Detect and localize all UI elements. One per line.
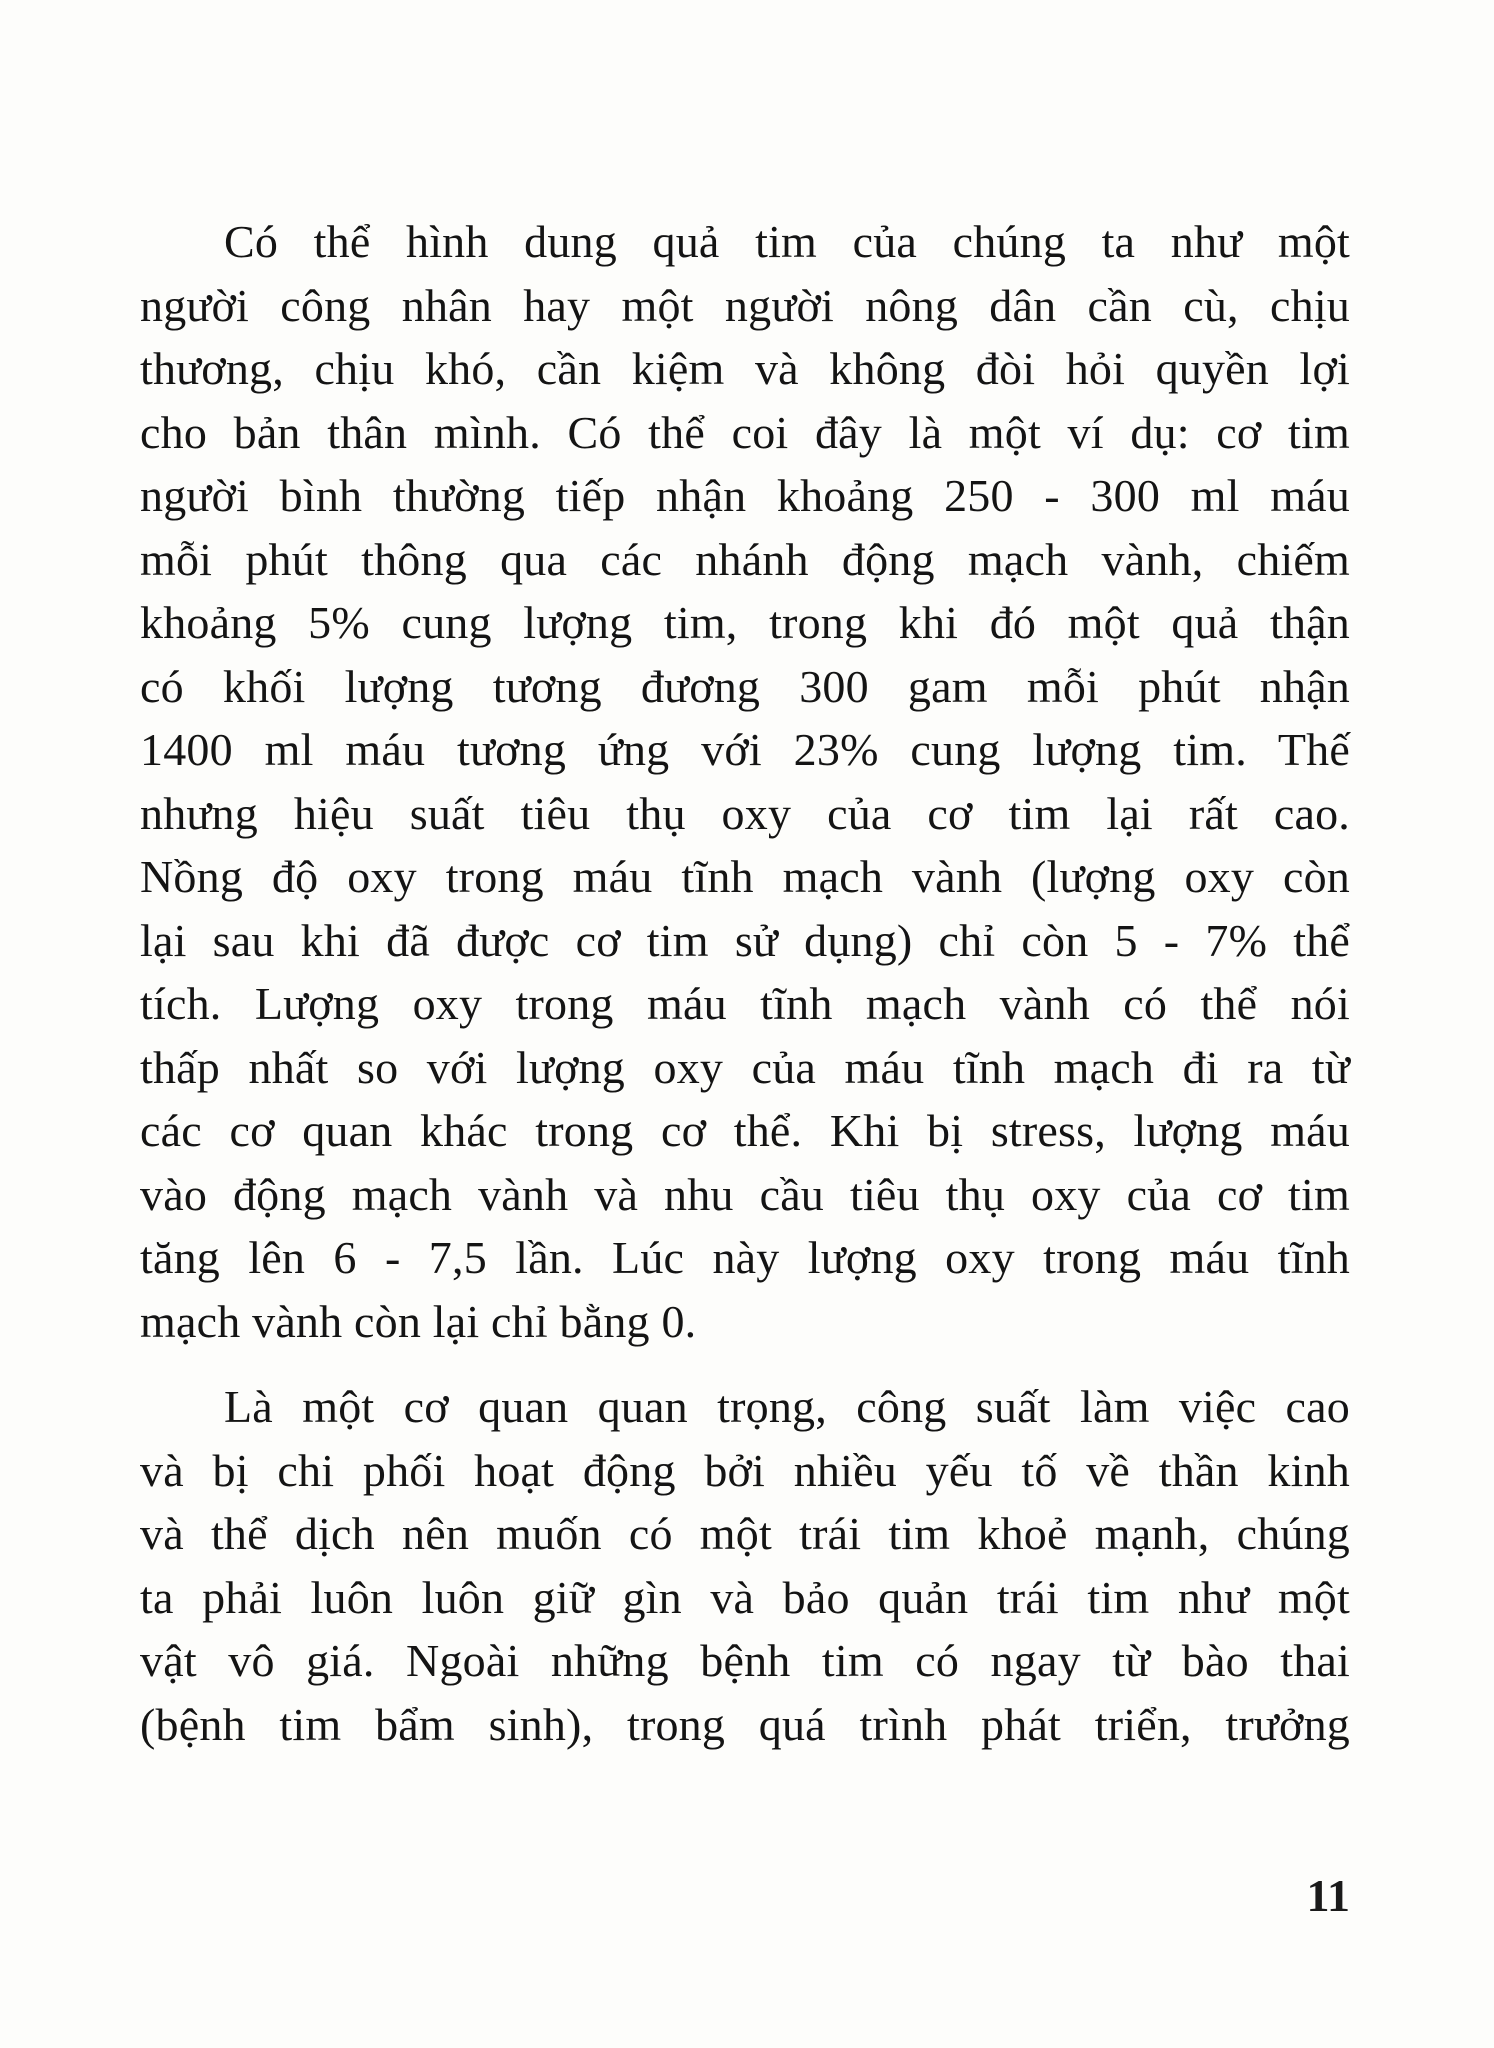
- text-line: Là một cơ quan quan trọng, công suất làm việc cao: [224, 1381, 1350, 1432]
- paragraph-spacer: [140, 1353, 1350, 1375]
- paragraph-1: [140, 210, 1350, 1353]
- text-line: tích. Lượng oxy trong máu tĩnh mạch vành có thể nói: [140, 978, 1350, 1029]
- text-line: mạch vành còn lại chỉ bằng 0.: [140, 1295, 697, 1347]
- text-line: thương, chịu khó, cần kiệm và không đòi hỏi quyền lợi: [140, 343, 1350, 394]
- text-line: Có thể hình dung quả tim của chúng ta như một: [224, 216, 1350, 267]
- text-line: và thể dịch nên muốn có một trái tim khoẻ mạnh, chúng: [140, 1508, 1350, 1559]
- text-line: mỗi phút thông qua các nhánh động mạch vành, chiếm: [140, 533, 1350, 585]
- text-line: và bị chi phối hoạt động bởi nhiều yếu tố về thần kinh: [140, 1444, 1350, 1496]
- text-line: Nồng độ oxy trong máu tĩnh mạch vành (lượng oxy còn: [140, 851, 1350, 902]
- text-line: vật vô giá. Ngoài những bệnh tim có ngay từ bào thai: [140, 1635, 1350, 1686]
- text-line: vào động mạch vành và nhu cầu tiêu thụ oxy của cơ tim: [140, 1168, 1350, 1220]
- text-line: thấp nhất so với lượng oxy của máu tĩnh mạch đi ra từ: [140, 1041, 1350, 1093]
- text-line: lại sau khi đã được cơ tim sử dụng) chỉ còn 5 - 7% thể: [140, 914, 1350, 966]
- text-line: ta phải luôn luôn giữ gìn và bảo quản trái tim như một: [140, 1571, 1350, 1623]
- text-line: người bình thường tiếp nhận khoảng 250 - 300 ml máu: [140, 470, 1350, 521]
- text-line: người công nhân hay một người nông dân cần cù, chịu: [140, 279, 1350, 331]
- page-number: 11: [1306, 1870, 1350, 1921]
- text-line: nhưng hiệu suất tiêu thụ oxy của cơ tim lại rất cao.: [140, 787, 1350, 839]
- text-line: có khối lượng tương đương 300 gam mỗi phút nhận: [140, 660, 1350, 712]
- text-line: tăng lên 6 - 7,5 lần. Lúc này lượng oxy trong máu tĩnh: [140, 1232, 1350, 1283]
- text-line: (bệnh tim bẩm sinh), trong quá trình phát triển, trưởng: [140, 1698, 1350, 1750]
- text-line: khoảng 5% cung lượng tim, trong khi đó một quả thận: [140, 597, 1350, 648]
- body-text: [140, 210, 1350, 1756]
- text-line: cho bản thân mình. Có thể coi đây là một ví dụ: cơ tim: [140, 406, 1350, 458]
- text-line: các cơ quan khác trong cơ thể. Khi bị stress, lượng máu: [140, 1105, 1350, 1156]
- paragraph-2: [140, 1375, 1350, 1756]
- text-line: 1400 ml máu tương ứng với 23% cung lượng tim. Thế: [140, 724, 1350, 775]
